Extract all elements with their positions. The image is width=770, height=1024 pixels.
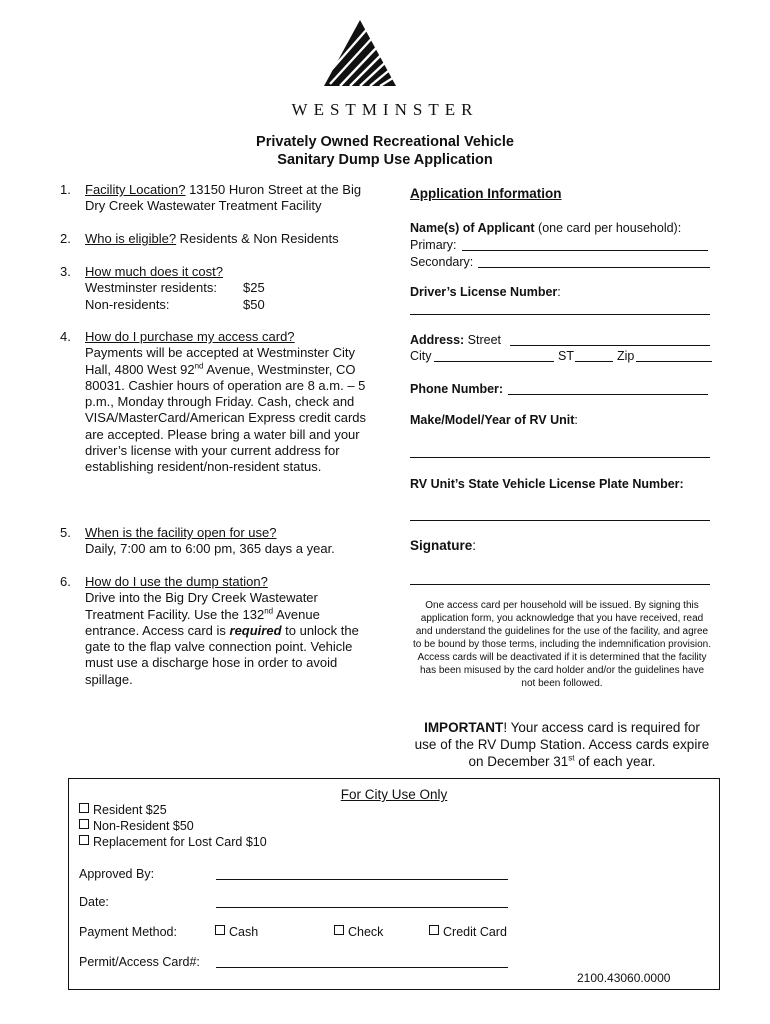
city-use-heading: For City Use Only xyxy=(340,787,448,802)
city-field[interactable] xyxy=(434,361,554,362)
license-label: Driver’s License Number: xyxy=(410,285,561,299)
permit-label: Permit/Access Card#: xyxy=(79,955,200,969)
checkbox-icon[interactable] xyxy=(429,925,439,935)
rv-make-field[interactable] xyxy=(410,457,710,458)
checkbox-icon[interactable] xyxy=(79,819,89,829)
payment-check[interactable]: Check xyxy=(334,925,383,939)
license-field[interactable] xyxy=(410,314,710,315)
address-label: Address: Street xyxy=(410,333,502,347)
application-heading: Application Information xyxy=(410,186,562,201)
form-number: 2100.43060.0000 xyxy=(577,971,671,985)
street-field[interactable] xyxy=(510,345,710,346)
permit-field[interactable] xyxy=(216,967,508,968)
date-field[interactable] xyxy=(216,907,508,908)
list-item-usage: 6. How do I use the dump station? Drive into the Big Dry Creek Wastewater Treatment Facility. Use the 132nd Avenue entrance. Access card is required to unlock the gate to the flap valve connection point. Vehicle must use a discharge hose in order to avoid spillage. xyxy=(60,574,359,687)
city-label: City xyxy=(410,349,432,363)
checkbox-icon[interactable] xyxy=(215,925,225,935)
list-item-hours: 5. When is the facility open for use? Daily, 7:00 am to 6:00 pm, 365 days a year. xyxy=(60,525,335,557)
signature-field[interactable] xyxy=(410,584,710,585)
checkbox-icon[interactable] xyxy=(334,925,344,935)
list-item-purchase: 4. How do I purchase my access card? Payments will be accepted at Westminster City Hall, 4800 West 92nd Avenue, Westminster, CO 80031. Cashier hours of operation are 8 a.m. – 5 p.m., Monday through Friday. Cash, check and VISA/MasterCard/American Express credit cards are accepted. Please bring a water bill and your driver’s license with your current address for establishing resident/non-resident status. xyxy=(60,329,367,475)
option-resident[interactable]: Resident $25 xyxy=(79,803,167,817)
approved-by-field[interactable] xyxy=(216,879,508,880)
checkbox-icon[interactable] xyxy=(79,835,89,845)
option-non-resident[interactable]: Non-Resident $50 xyxy=(79,819,194,833)
terms-notice: One access card per household will be issued. By signing this application form, you acknowledge that you have received, read and understand the guidelines for the use of the facility, and agree to be bound by those terms, including the indemnification provision. Access cards will be deactivated if it is determined that the facility has been misused by the card holder and/or the guidelines have not been followed. xyxy=(413,600,711,689)
applicant-names-label: Name(s) of Applicant (one card per household): xyxy=(410,221,682,235)
page-title: Privately Owned Recreational Vehicle xyxy=(256,134,514,150)
primary-field[interactable] xyxy=(462,250,708,251)
phone-label: Phone Number: xyxy=(410,382,504,396)
phone-field[interactable] xyxy=(508,394,708,395)
brand-name: WESTMINSTER xyxy=(291,100,479,119)
primary-label: Primary: xyxy=(410,238,457,252)
approved-by-label: Approved By: xyxy=(79,867,155,881)
page-subtitle: Sanitary Dump Use Application xyxy=(277,152,493,168)
zip-field[interactable] xyxy=(636,361,712,362)
signature-label: Signature: xyxy=(410,538,477,553)
payment-credit-card[interactable]: Credit Card xyxy=(429,925,507,939)
date-label: Date: xyxy=(79,895,109,909)
state-label: ST xyxy=(558,349,574,363)
secondary-field[interactable] xyxy=(478,267,710,268)
plate-field[interactable] xyxy=(410,520,710,521)
westminster-logo-icon xyxy=(322,18,398,90)
secondary-label: Secondary: xyxy=(410,255,474,269)
list-item-facility: 1. Facility Location? 13150 Huron Street at the Big Dry Creek Wastewater Treatment Facility xyxy=(60,182,362,214)
important-notice: IMPORTANT! Your access card is required for use of the RV Dump Station. Access cards expire on December 31st of each year. xyxy=(414,720,710,769)
state-field[interactable] xyxy=(575,361,613,362)
checkbox-icon[interactable] xyxy=(79,803,89,813)
zip-label: Zip xyxy=(617,349,635,363)
option-replacement[interactable]: Replacement for Lost Card $10 xyxy=(79,835,267,849)
payment-cash[interactable]: Cash xyxy=(215,925,258,939)
plate-label: RV Unit’s State Vehicle License Plate Number: xyxy=(410,477,684,491)
list-item-cost: 3. How much does it cost? Westminster residents: $25 Non-residents: $50 xyxy=(60,264,265,312)
rv-make-label: Make/Model/Year of RV Unit: xyxy=(410,413,578,427)
payment-method-label: Payment Method: xyxy=(79,925,177,939)
city-use-box xyxy=(68,778,720,990)
list-item-eligible: 2. Who is eligible? Residents & Non Residents xyxy=(60,231,339,246)
